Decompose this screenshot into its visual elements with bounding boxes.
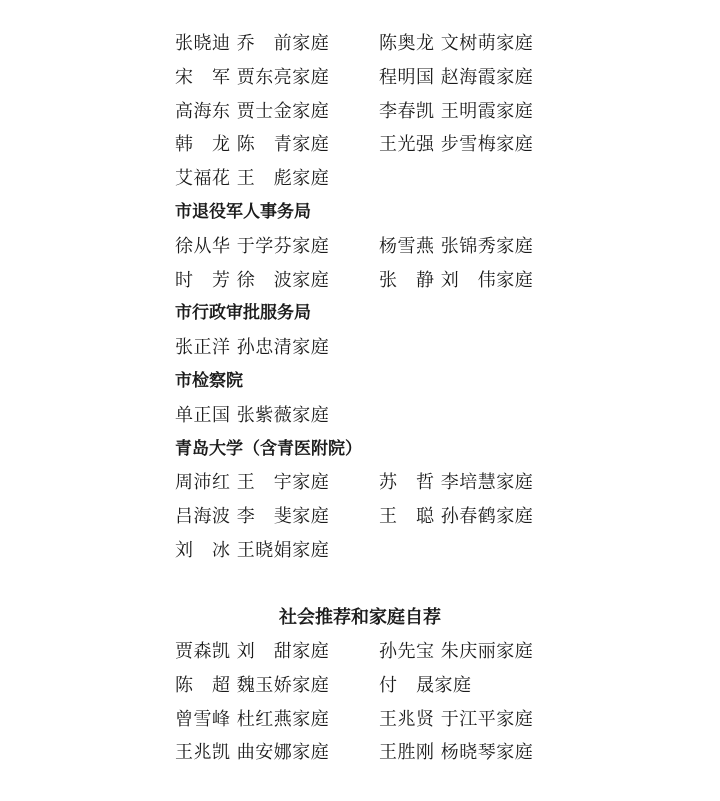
list-row [175,399,555,433]
family-entry: 王兆贤 于江平家庭 [379,708,534,730]
list-row [175,331,555,365]
list-row [175,534,555,568]
family-entry: 张 静 刘 伟家庭 [379,269,534,291]
family-entry: 徐从华 于学芬家庭 [175,235,330,257]
family-entry: 陈 超 魏玉娇家庭 [175,674,330,696]
family-entry: 程明国 赵海霞家庭 [379,66,534,88]
family-entry: 张正洋 孙忠清家庭 [175,337,330,359]
family-entry: 王胜刚 杨晓琴家庭 [379,742,534,764]
list-row [175,264,555,298]
org-heading: 青岛大学（含青医附院） [175,438,362,459]
org-heading: 市检察院 [175,370,243,391]
list-row [175,61,555,95]
list-row [175,466,555,500]
section-list [175,635,555,770]
family-entry: 单正国 张紫薇家庭 [175,404,330,426]
list-row [175,95,555,129]
family-entry: 贾森凯 刘 甜家庭 [175,641,330,662]
family-entry: 王兆凯 曲安娜家庭 [175,742,330,764]
list-row [175,500,555,534]
list-row [175,128,555,162]
family-entry: 孙先宝 朱庆丽家庭 [379,641,534,662]
family-entry: 高海东 贾士金家庭 [175,100,330,122]
list-row [175,669,555,703]
family-entry: 苏 哲 李培慧家庭 [379,472,534,494]
list-row [175,230,555,264]
honor-list [175,27,555,568]
family-entry: 吕海波 李 斐家庭 [175,506,330,528]
family-entry: 杨雪燕 张锦秀家庭 [379,235,534,257]
list-row [175,162,555,196]
org-heading: 市退役军人事务局 [175,201,311,222]
section-heading: 社会推荐和家庭自荐 [279,607,441,628]
family-entry: 付 晟家庭 [379,674,472,696]
family-entry: 王光强 步雪梅家庭 [379,134,534,156]
list-row [175,703,555,737]
family-entry: 王 聪 孙春鹤家庭 [379,506,534,528]
family-entry: 陈奥龙 文树萌家庭 [379,33,534,54]
family-entry: 时 芳 徐 波家庭 [175,269,330,291]
list-row [175,27,555,61]
family-entry: 曾雪峰 杜红燕家庭 [175,708,330,730]
family-entry: 韩 龙 陈 青家庭 [175,134,330,156]
family-entry: 艾福花 王 彪家庭 [175,168,330,190]
family-entry: 刘 冰 王晓娟家庭 [175,539,330,561]
list-row [175,635,555,669]
list-row [175,736,555,770]
family-entry: 张晓迪 乔 前家庭 [175,33,330,54]
family-entry: 李春凯 王明霞家庭 [379,100,534,122]
org-heading: 市行政审批服务局 [175,303,311,324]
family-entry: 周沛红 王 宇家庭 [175,472,330,494]
family-entry: 宋 军 贾东亮家庭 [175,66,330,88]
